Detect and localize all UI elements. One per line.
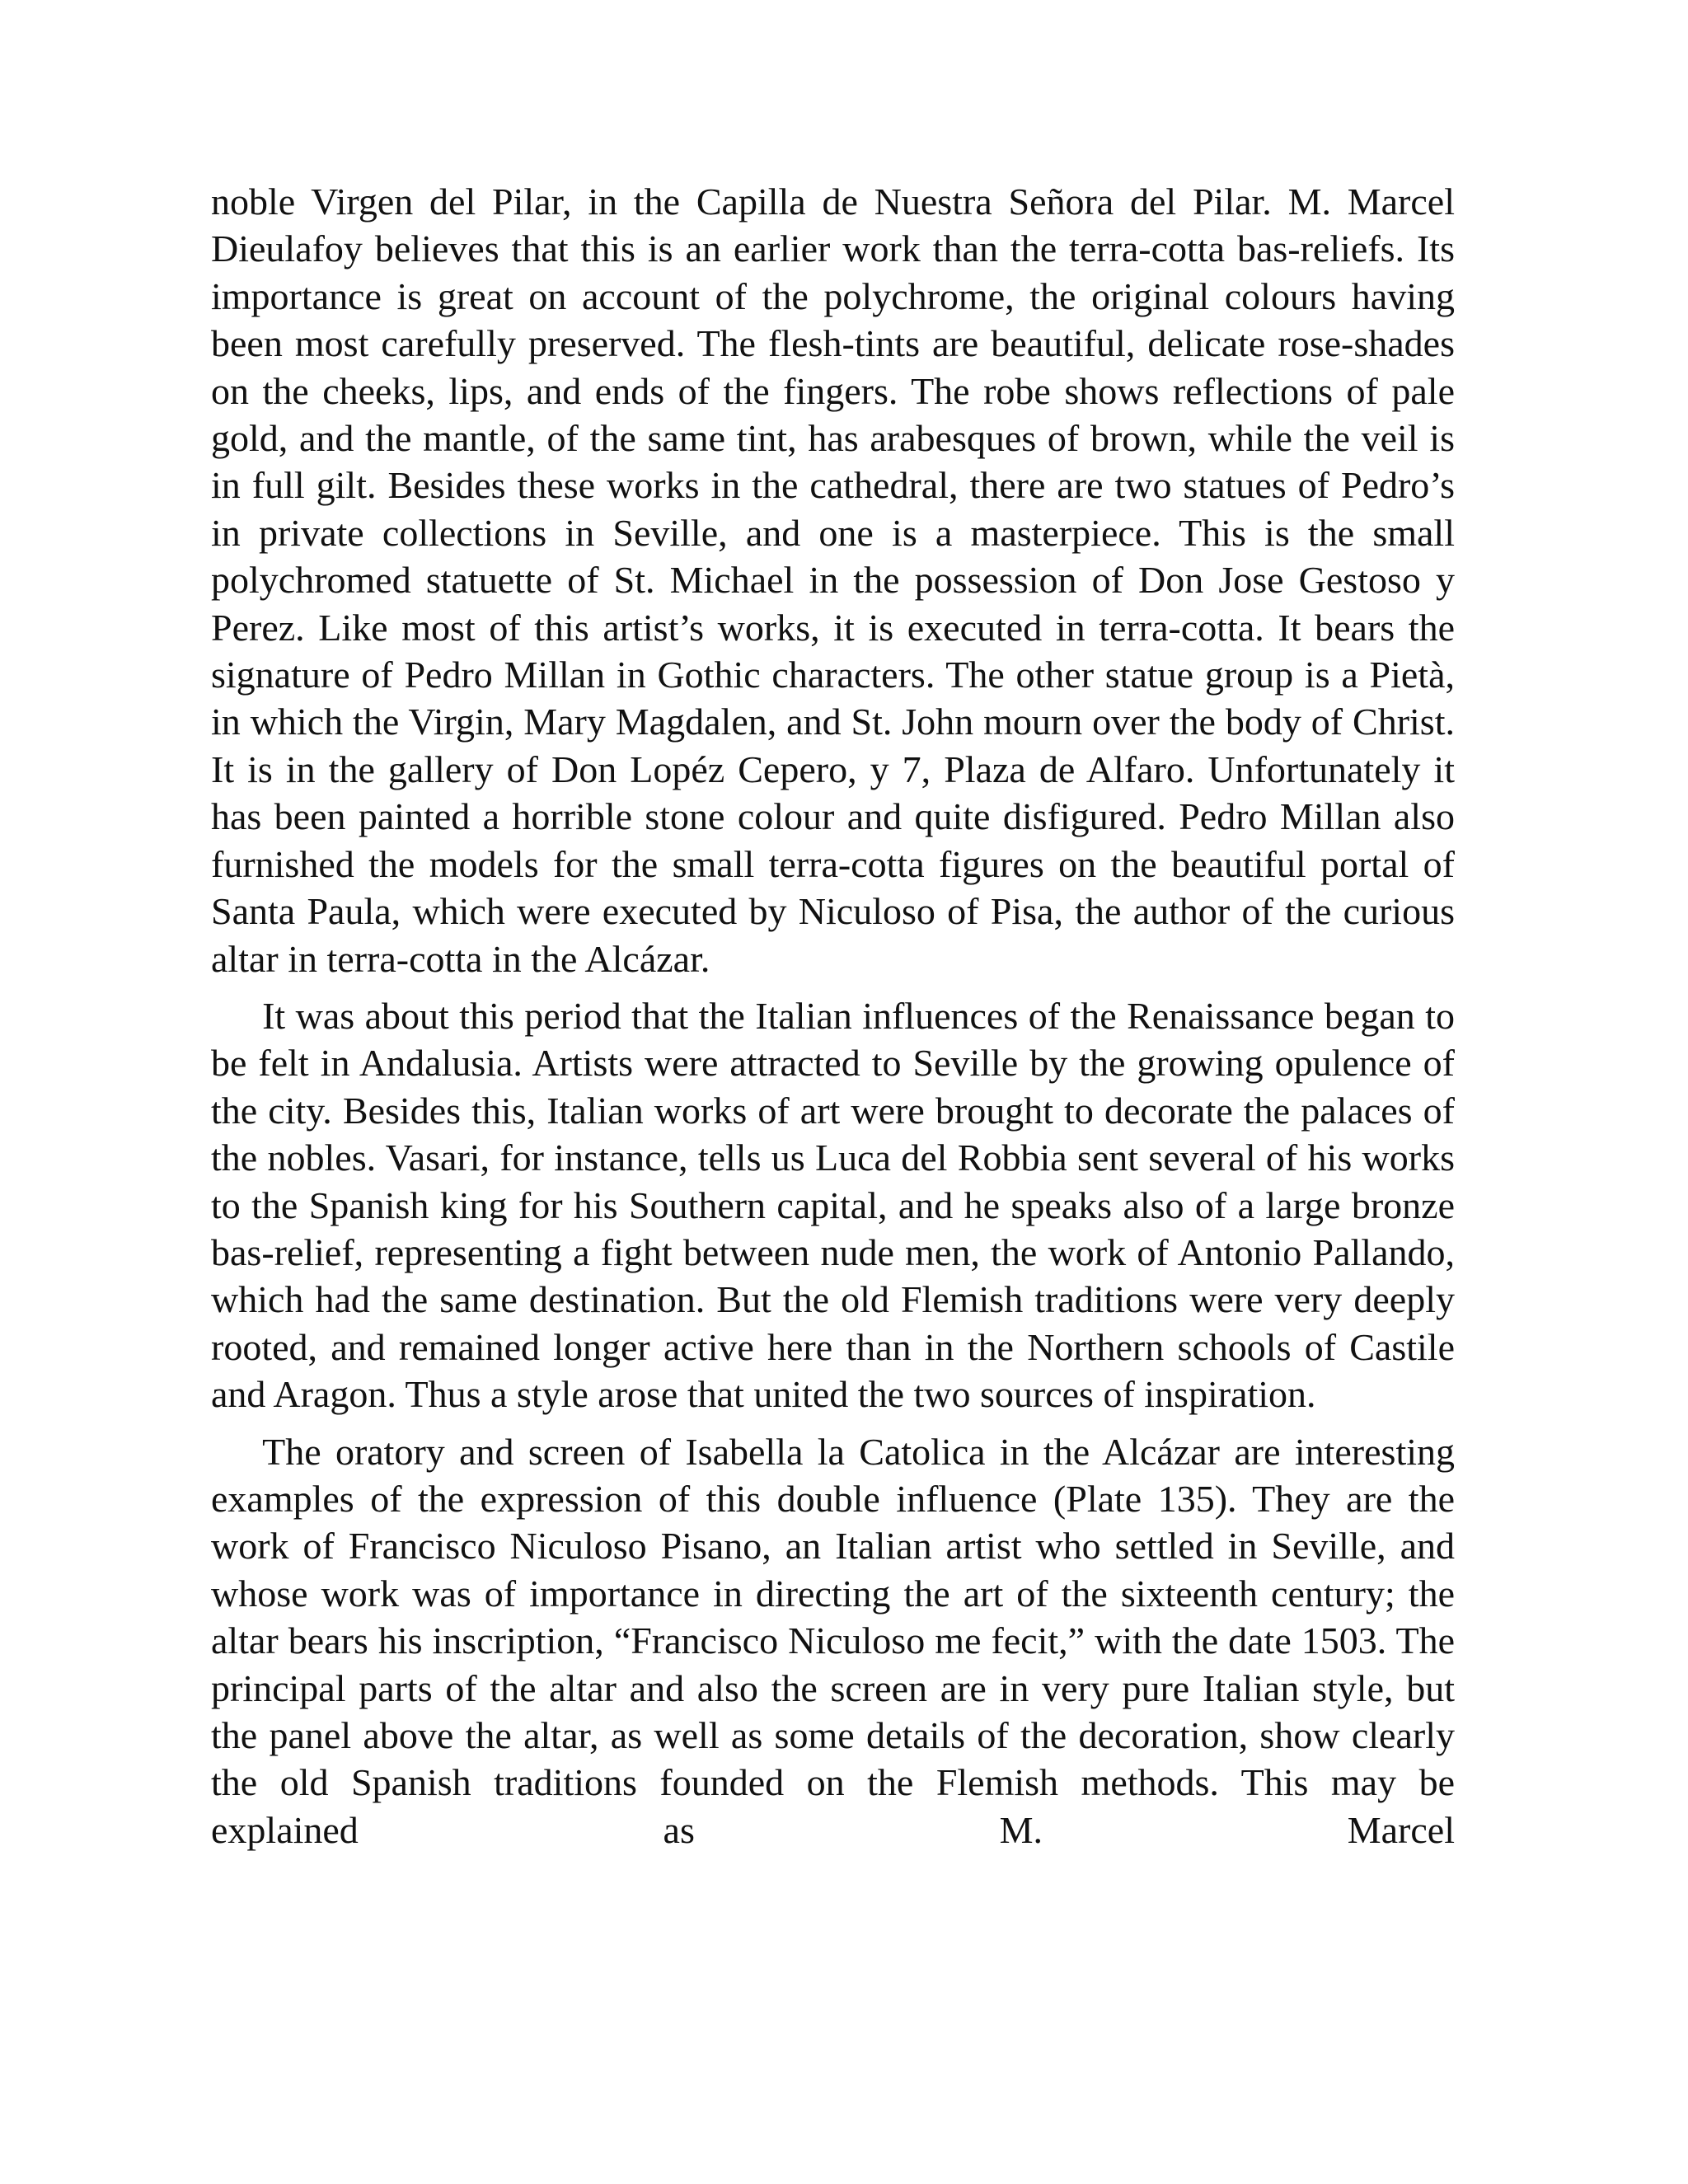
paragraph-italian-influences: It was about this period that the Italian influences of the Renaissance began to be felt in Andalusia. Artists were attracted to Seville by the growing opulence of the city. Besides this, Italian works of art were brought to decorate the palaces of the nobles. Vasari, for instance, tells us Luca del Robbia sent several of his works to the Spanish king for his Southern capital, and he speaks also of a large bronze bas-relief, representing a fight between nude men, the work of Antonio Pallando, which had the same destination. But the old Flemish traditions were very deeply rooted, and remained longer active here than in the Northern schools of Castile and Aragon. Thus a style arose that united the two sources of inspiration.	[211, 994, 1455, 1416]
paragraph-oratory-isabella: The oratory and screen of Isabella la Catolica in the Alcázar are interesting examples of the expression of this double influence (Plate 135). They are the work of Francisco Niculoso Pisano, an Italian artist who settled in Seville, and whose work was of importance in directing the art of the sixteenth century; the altar bears his inscription, “Francisco Niculoso me fecit,” with the date 1503. The principal parts of the altar and also the screen are in very pure Italian style, but the panel above the altar, as well as some details of the decoration, show clearly the old Spanish traditions founded on the Flemish methods. This may be explained as M. Marcel	[211, 1430, 1455, 1851]
book-page-text	[211, 178, 1455, 1854]
paragraph-pedro-millan: noble Virgen del Pilar, in the Capilla de Nuestra Señora del Pilar. M. Marcel Dieulafoy believes that this is an earlier work than the terra-cotta bas-reliefs. Its importance is great on account of the polychrome, the original colours having been most carefully preserved. The flesh-tints are beautiful, delicate rose-shades on the cheeks, lips, and ends of the fingers. The robe shows reflections of pale gold, and the mantle, of the same tint, has arabesques of brown, while the veil is in full gilt. Besides these works in the cathedral, there are two statues of Pedro’s in private collections in Seville, and one is a masterpiece. This is the small polychromed statuette of St. Michael in the possession of Don Jose Gestoso y Perez. Like most of this artist’s works, it is executed in terra-cotta. It bears the signature of Pedro Millan in Gothic characters. The other statue group is a Pietà, in which the Virgin, Mary Magdalen, and St. John mourn over the body of Christ. It is in the gallery of Don Lopéz Cepero, y 7, Plaza de Alfaro. Unfortunately it has been painted a horrible stone colour and quite disfigured. Pedro Millan also furnished the models for the small terra-cotta figures on the beautiful portal of Santa Paula, which were executed by Niculoso of Pisa, the author of the curious altar in terra-cotta in the Alcázar.	[211, 180, 1455, 980]
